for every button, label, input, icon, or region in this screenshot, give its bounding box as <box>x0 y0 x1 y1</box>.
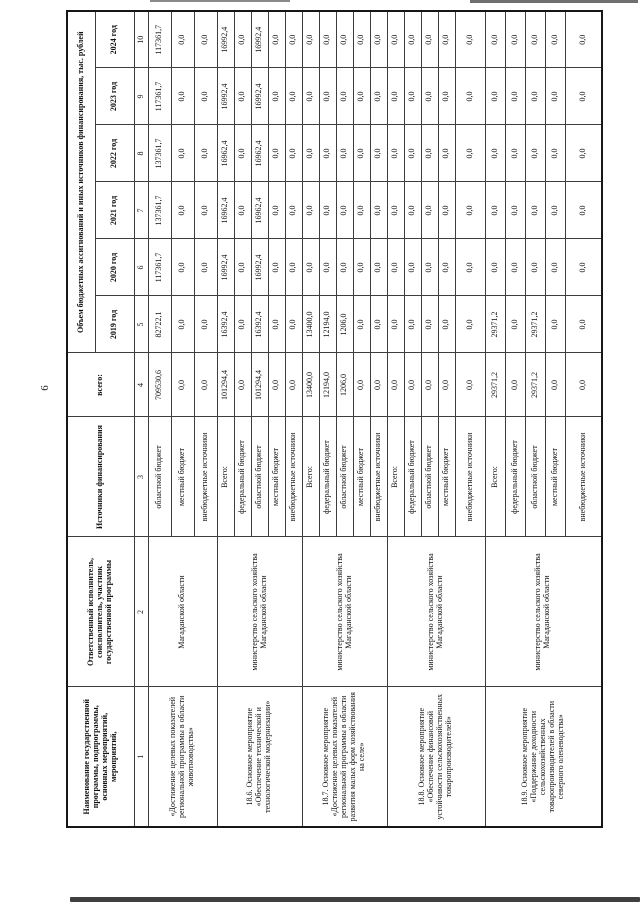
executor-cell: министерство сельского хозяйства Магаданской области <box>302 537 387 687</box>
value-cell: 0,0 <box>268 11 285 68</box>
column-number: 9 <box>134 68 148 125</box>
value-cell: 0,0 <box>268 182 285 239</box>
value-cell: 0,0 <box>421 296 438 353</box>
value-cell: 101294,4 <box>217 353 234 417</box>
scan-artifact-top-dash <box>150 0 290 2</box>
value-cell: 0,0 <box>268 353 285 417</box>
value-cell: 0,0 <box>336 125 353 182</box>
value-cell: 82722,1 <box>148 296 171 353</box>
value-cell: 0,0 <box>336 239 353 296</box>
value-cell: 0,0 <box>302 125 319 182</box>
value-cell: 0,0 <box>404 11 421 68</box>
value-cell: 0,0 <box>404 353 421 417</box>
value-cell: 0,0 <box>438 125 455 182</box>
value-cell: 0,0 <box>404 125 421 182</box>
value-cell: 0,0 <box>404 239 421 296</box>
value-cell: 0,0 <box>194 68 217 125</box>
value-cell: 0,0 <box>234 125 251 182</box>
value-cell: 0,0 <box>421 239 438 296</box>
value-cell: 0,0 <box>353 182 370 239</box>
value-cell: 0,0 <box>285 182 302 239</box>
table-row <box>485 11 505 827</box>
program-name-cell: «Достижение целевых показателей региональной программы в области животноводства» <box>148 687 217 827</box>
column-numbers-row <box>134 11 148 827</box>
header-funding-sources: Источники финансирования <box>67 417 134 537</box>
value-cell: 1206,0 <box>336 353 353 417</box>
column-number: 4 <box>134 353 148 417</box>
rotated-table-container <box>39 12 600 828</box>
value-cell: 16992,4 <box>251 239 268 296</box>
value-cell: 0,0 <box>285 68 302 125</box>
value-cell: 16992,4 <box>217 11 234 68</box>
value-cell: 0,0 <box>565 11 602 68</box>
header-executor: Ответственный исполнитель, соисполнитель, участник государственной программы <box>67 537 134 687</box>
value-cell: 0,0 <box>387 68 404 125</box>
value-cell: 0,0 <box>268 125 285 182</box>
value-cell: 0,0 <box>387 239 404 296</box>
value-cell: 0,0 <box>525 182 545 239</box>
value-cell: 0,0 <box>171 11 194 68</box>
value-cell: 16962,4 <box>251 182 268 239</box>
value-cell: 0,0 <box>565 125 602 182</box>
value-cell: 0,0 <box>485 125 505 182</box>
value-cell: 0,0 <box>505 296 525 353</box>
value-cell: 0,0 <box>485 182 505 239</box>
value-cell: 16392,4 <box>251 296 268 353</box>
funding-source-cell: Всего: <box>485 417 505 537</box>
value-cell: 16962,4 <box>217 182 234 239</box>
value-cell: 0,0 <box>302 239 319 296</box>
value-cell: 0,0 <box>302 11 319 68</box>
value-cell: 0,0 <box>455 296 485 353</box>
value-cell: 0,0 <box>370 239 387 296</box>
value-cell: 16962,4 <box>251 125 268 182</box>
header-year-2024: 2024 год <box>95 11 134 68</box>
value-cell: 16992,4 <box>217 239 234 296</box>
value-cell: 0,0 <box>404 68 421 125</box>
value-cell: 0,0 <box>353 125 370 182</box>
value-cell: 0,0 <box>319 11 336 68</box>
value-cell: 0,0 <box>485 68 505 125</box>
value-cell: 0,0 <box>194 11 217 68</box>
funding-source-cell: областной бюджет <box>421 417 438 537</box>
funding-source-cell: внебюджетные источники <box>455 417 485 537</box>
value-cell: 0,0 <box>404 296 421 353</box>
program-name-cell: 18.8. Основное мероприятие «Обеспечение финансовой устойчивости сельскохозяйственных товаропроизводителей» <box>387 687 485 827</box>
value-cell: 1206,0 <box>336 296 353 353</box>
value-cell: 0,0 <box>421 353 438 417</box>
value-cell: 16392,4 <box>217 296 234 353</box>
value-cell: 13400,0 <box>302 353 319 417</box>
value-cell: 0,0 <box>171 125 194 182</box>
column-number: 7 <box>134 182 148 239</box>
value-cell: 0,0 <box>505 11 525 68</box>
header-year-2022: 2022 год <box>95 125 134 182</box>
value-cell: 0,0 <box>319 182 336 239</box>
page-number: 6 <box>39 385 51 391</box>
value-cell: 0,0 <box>319 68 336 125</box>
value-cell: 16962,4 <box>217 125 234 182</box>
column-number: 2 <box>134 537 148 687</box>
program-name-cell: 18.7. Основное мероприятие «Достижение целевых показателей региональной программы в области развития малых форм хозяйствования на селе» <box>302 687 387 827</box>
value-cell: 0,0 <box>370 182 387 239</box>
value-cell: 0,0 <box>485 239 505 296</box>
value-cell: 0,0 <box>302 182 319 239</box>
funding-source-cell: Всего: <box>387 417 404 537</box>
funding-source-cell: Всего: <box>217 417 234 537</box>
value-cell: 0,0 <box>302 68 319 125</box>
executor-cell: министерство сельского хозяйства Магаданской области <box>485 537 602 687</box>
value-cell: 0,0 <box>370 353 387 417</box>
value-cell: 0,0 <box>234 11 251 68</box>
value-cell: 0,0 <box>336 68 353 125</box>
value-cell: 0,0 <box>370 68 387 125</box>
column-number: 8 <box>134 125 148 182</box>
value-cell: 29371,2 <box>525 296 545 353</box>
column-number: 6 <box>134 239 148 296</box>
value-cell: 137361,7 <box>148 182 171 239</box>
executor-cell: министерство сельского хозяйства Магаданской области <box>217 537 302 687</box>
value-cell: 0,0 <box>353 11 370 68</box>
value-cell: 0,0 <box>234 68 251 125</box>
value-cell: 0,0 <box>455 353 485 417</box>
value-cell: 0,0 <box>171 353 194 417</box>
value-cell: 0,0 <box>234 239 251 296</box>
value-cell: 0,0 <box>545 182 565 239</box>
value-cell: 0,0 <box>353 296 370 353</box>
value-cell: 0,0 <box>455 68 485 125</box>
value-cell: 0,0 <box>171 239 194 296</box>
value-cell: 0,0 <box>370 125 387 182</box>
program-name-cell: 18.6. Основное мероприятие «Обеспечение технической и технологической модернизации» <box>217 687 302 827</box>
funding-source-cell: местный бюджет <box>171 417 194 537</box>
value-cell: 0,0 <box>455 125 485 182</box>
header-program-name: Наименование государственной программы, подпрограммы, основных мероприятий, мероприятий, <box>67 687 134 827</box>
value-cell: 0,0 <box>194 125 217 182</box>
column-number: 3 <box>134 417 148 537</box>
value-cell: 16992,4 <box>251 11 268 68</box>
value-cell: 0,0 <box>319 239 336 296</box>
value-cell: 0,0 <box>505 239 525 296</box>
funding-source-cell: федеральный бюджет <box>319 417 336 537</box>
funding-source-cell: внебюджетные источники <box>194 417 217 537</box>
value-cell: 0,0 <box>545 11 565 68</box>
funding-source-cell: внебюджетные источники <box>565 417 602 537</box>
value-cell: 0,0 <box>505 353 525 417</box>
value-cell: 0,0 <box>285 125 302 182</box>
table-row <box>148 11 171 827</box>
value-cell: 0,0 <box>234 353 251 417</box>
funding-source-cell: внебюджетные источники <box>285 417 302 537</box>
funding-source-cell: местный бюджет <box>268 417 285 537</box>
value-cell: 0,0 <box>387 11 404 68</box>
value-cell: 0,0 <box>545 296 565 353</box>
value-cell: 0,0 <box>285 239 302 296</box>
value-cell: 0,0 <box>234 182 251 239</box>
value-cell: 0,0 <box>438 353 455 417</box>
value-cell: 0,0 <box>505 182 525 239</box>
value-cell: 0,0 <box>525 68 545 125</box>
value-cell: 0,0 <box>455 182 485 239</box>
value-cell: 0,0 <box>565 353 602 417</box>
value-cell: 0,0 <box>421 11 438 68</box>
value-cell: 0,0 <box>353 68 370 125</box>
funding-source-cell: областной бюджет <box>148 417 171 537</box>
scan-artifact-top-dash <box>470 0 638 3</box>
value-cell: 0,0 <box>387 296 404 353</box>
value-cell: 117361,7 <box>148 239 171 296</box>
value-cell: 0,0 <box>387 182 404 239</box>
value-cell: 101294,4 <box>251 353 268 417</box>
value-cell: 0,0 <box>525 11 545 68</box>
value-cell: 0,0 <box>565 182 602 239</box>
table-row <box>302 11 319 827</box>
value-cell: 0,0 <box>565 296 602 353</box>
value-cell: 0,0 <box>525 125 545 182</box>
value-cell: 0,0 <box>505 68 525 125</box>
value-cell: 0,0 <box>171 182 194 239</box>
value-cell: 0,0 <box>485 11 505 68</box>
table-row <box>387 11 404 827</box>
value-cell: 0,0 <box>545 353 565 417</box>
header-year-2023: 2023 год <box>95 68 134 125</box>
value-cell: 117361,7 <box>148 68 171 125</box>
value-cell: 0,0 <box>438 11 455 68</box>
value-cell: 0,0 <box>545 125 565 182</box>
value-cell: 12194,0 <box>319 353 336 417</box>
value-cell: 0,0 <box>421 68 438 125</box>
value-cell: 0,0 <box>268 68 285 125</box>
value-cell: 0,0 <box>545 68 565 125</box>
value-cell: 0,0 <box>387 125 404 182</box>
value-cell: 0,0 <box>455 11 485 68</box>
budget-table <box>66 10 603 828</box>
header-budget-volume: Объем бюджетных ассигнований и иных источников финансирования, тыс. рублей <box>67 11 95 353</box>
funding-source-cell: федеральный бюджет <box>505 417 525 537</box>
value-cell: 0,0 <box>353 239 370 296</box>
value-cell: 0,0 <box>319 125 336 182</box>
value-cell: 12194,0 <box>319 296 336 353</box>
value-cell: 0,0 <box>285 11 302 68</box>
value-cell: 0,0 <box>171 296 194 353</box>
value-cell: 137361,7 <box>148 125 171 182</box>
value-cell: 0,0 <box>268 239 285 296</box>
value-cell: 0,0 <box>285 353 302 417</box>
value-cell: 0,0 <box>438 239 455 296</box>
table-row <box>217 11 234 827</box>
value-cell: 0,0 <box>234 296 251 353</box>
program-name-cell: 18.9. Основное мероприятие «Поддержание доходности сельскохозяйственных товаропроизводителей в области северного оленеводства» <box>485 687 602 827</box>
value-cell: 0,0 <box>336 182 353 239</box>
value-cell: 29371,2 <box>485 296 505 353</box>
value-cell: 709530,6 <box>148 353 171 417</box>
funding-source-cell: областной бюджет <box>525 417 545 537</box>
value-cell: 0,0 <box>565 239 602 296</box>
value-cell: 0,0 <box>285 296 302 353</box>
value-cell: 0,0 <box>336 11 353 68</box>
header-row-span <box>67 11 95 827</box>
value-cell: 13400,0 <box>302 296 319 353</box>
value-cell: 0,0 <box>438 68 455 125</box>
value-cell: 0,0 <box>438 182 455 239</box>
value-cell: 29371,2 <box>525 353 545 417</box>
funding-source-cell: федеральный бюджет <box>234 417 251 537</box>
value-cell: 0,0 <box>505 125 525 182</box>
budget-table-body <box>148 11 602 827</box>
header-year-2021: 2021 год <box>95 182 134 239</box>
funding-source-cell: Всего: <box>302 417 319 537</box>
value-cell: 0,0 <box>404 182 421 239</box>
value-cell: 0,0 <box>194 182 217 239</box>
value-cell: 0,0 <box>545 239 565 296</box>
funding-source-cell: внебюджетные источники <box>370 417 387 537</box>
value-cell: 0,0 <box>525 239 545 296</box>
column-number: 5 <box>134 296 148 353</box>
funding-source-cell: федеральный бюджет <box>404 417 421 537</box>
value-cell: 0,0 <box>171 68 194 125</box>
value-cell: 0,0 <box>194 353 217 417</box>
value-cell: 16992,4 <box>251 68 268 125</box>
executor-cell: Магаданской области <box>148 537 217 687</box>
header-year-2019: 2019 год <box>95 296 134 353</box>
value-cell: 0,0 <box>370 296 387 353</box>
value-cell: 16992,4 <box>217 68 234 125</box>
value-cell: 0,0 <box>194 296 217 353</box>
value-cell: 117361,7 <box>148 11 171 68</box>
funding-source-cell: местный бюджет <box>438 417 455 537</box>
scan-artifact-bottom-line <box>70 897 640 902</box>
value-cell: 0,0 <box>421 125 438 182</box>
funding-source-cell: областной бюджет <box>251 417 268 537</box>
value-cell: 0,0 <box>421 182 438 239</box>
executor-cell: министерство сельского хозяйства Магаданской области <box>387 537 485 687</box>
value-cell: 0,0 <box>455 239 485 296</box>
value-cell: 0,0 <box>438 296 455 353</box>
value-cell: 0,0 <box>387 353 404 417</box>
value-cell: 0,0 <box>194 239 217 296</box>
value-cell: 0,0 <box>565 68 602 125</box>
value-cell: 0,0 <box>370 11 387 68</box>
value-cell: 0,0 <box>268 296 285 353</box>
column-number: 10 <box>134 11 148 68</box>
funding-source-cell: местный бюджет <box>353 417 370 537</box>
column-number: 1 <box>134 687 148 827</box>
header-total: всего: <box>67 353 134 417</box>
value-cell: 29371,2 <box>485 353 505 417</box>
value-cell: 0,0 <box>353 353 370 417</box>
funding-source-cell: местный бюджет <box>545 417 565 537</box>
funding-source-cell: областной бюджет <box>336 417 353 537</box>
header-year-2020: 2020 год <box>95 239 134 296</box>
